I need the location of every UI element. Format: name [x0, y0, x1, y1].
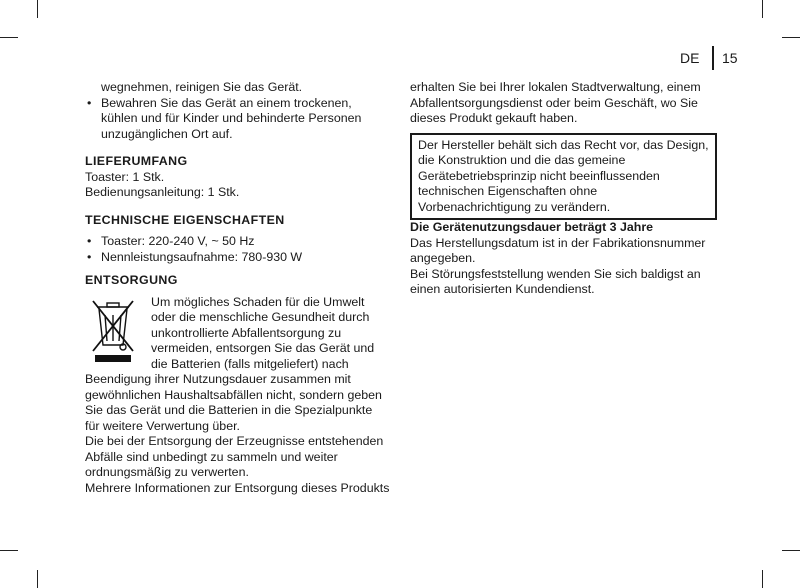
- disposal-text: Um mögliches Schaden für die Umwelt oder die menschliche Gesundheit durch unkontrollierte Abfallentsorgung zu vermeiden, entsorgen Sie das Gerät und die Batterien (falls mitgeliefert) nach Beendigung ihrer Nutzungsdauer zusammen mit gewöhnlichen Haushaltsabfällen nicht, sondern geben Sie das Gerät und die Batterien in die Spezialpunkte für weitere Verwertung über.: [85, 294, 382, 433]
- crossed-out-wheelie-bin-icon: [85, 295, 141, 365]
- lifetime-heading: Die Gerätenutzungsdauer beträgt 3 Jahre: [410, 220, 654, 234]
- tech-item: Toaster: 220-240 V, ~ 50 Hz: [101, 234, 255, 248]
- disposal-text2: Die bei der Entsorgung der Erzeugnisse entstehenden Abfälle sind unbedingt zu sammeln und weiter ordnungsmäßig zu verwerten.: [85, 434, 384, 479]
- scope-item: Bedienungsanleitung: 1 Stk.: [85, 185, 240, 199]
- crop-mark: [782, 37, 800, 38]
- crop-mark: [762, 570, 763, 588]
- list-item: • Nennleistungsaufnahme: 780-930 W: [87, 249, 303, 264]
- page-number: 15: [722, 50, 738, 66]
- crop-mark: [37, 570, 38, 588]
- notice-box: [410, 133, 717, 221]
- language-code: DE: [680, 50, 700, 66]
- storage-list: [85, 96, 390, 143]
- scope-heading: LIEFERUMFANG: [85, 154, 188, 168]
- scope-item: Toaster: 1 Stk.: [85, 169, 165, 184]
- right-column: [410, 80, 717, 298]
- manufacture-text: Das Herstellungsdatum ist in der Fabrikationsnummer angegeben.: [410, 235, 706, 265]
- crop-mark: [782, 550, 800, 551]
- list-item: • Bewahren Sie das Gerät an einem trockenen, kühlen und für Kinder und behinderte Personen unzugänglichen Ort auf.: [87, 95, 362, 141]
- disposal-text3: Mehrere Informationen zur Entsorgung dieses Produkts: [85, 480, 390, 495]
- disposal-section: [85, 295, 390, 435]
- continued-text: erhalten Sie bei Ihrer lokalen Stadtverwaltung, einem Abfallentsorgungsdienst oder beim Geschäft, wo Sie dieses Produkt gekauft haben.: [410, 80, 701, 125]
- tech-heading: TECHNISCHE EIGENSCHAFTEN: [85, 212, 285, 227]
- crop-mark: [37, 0, 38, 18]
- service-text: Bei Störungsfeststellung wenden Sie sich baldigst an einen autorisierten Kundendienst.: [410, 266, 701, 296]
- tech-list: [85, 234, 390, 265]
- left-column: [85, 80, 390, 496]
- crop-mark: [0, 37, 18, 38]
- notice-text: Der Hersteller behält sich das Recht vor, das Design, die Konstruktion und die das gemeine Gerätebetriebsprinzip nicht beeinflussenden technischen Eigenschaften ohne Vorbenachrichtigung zu verändern.: [418, 137, 709, 214]
- header-divider: [712, 46, 714, 70]
- storage-bullet: Bewahren Sie das Gerät an einem trockenen, kühlen und für Kinder und behinderte Personen unzugänglichen Ort auf.: [101, 95, 362, 141]
- crop-mark: [0, 550, 18, 551]
- list-item: • Toaster: 220-240 V, ~ 50 Hz: [87, 234, 255, 248]
- continued-text: wegnehmen, reinigen Sie das Gerät.: [101, 80, 303, 94]
- crop-mark: [762, 0, 763, 18]
- tech-item: Nennleistungsaufnahme: 780-930 W: [101, 249, 303, 264]
- disposal-heading: ENTSORGUNG: [85, 273, 178, 287]
